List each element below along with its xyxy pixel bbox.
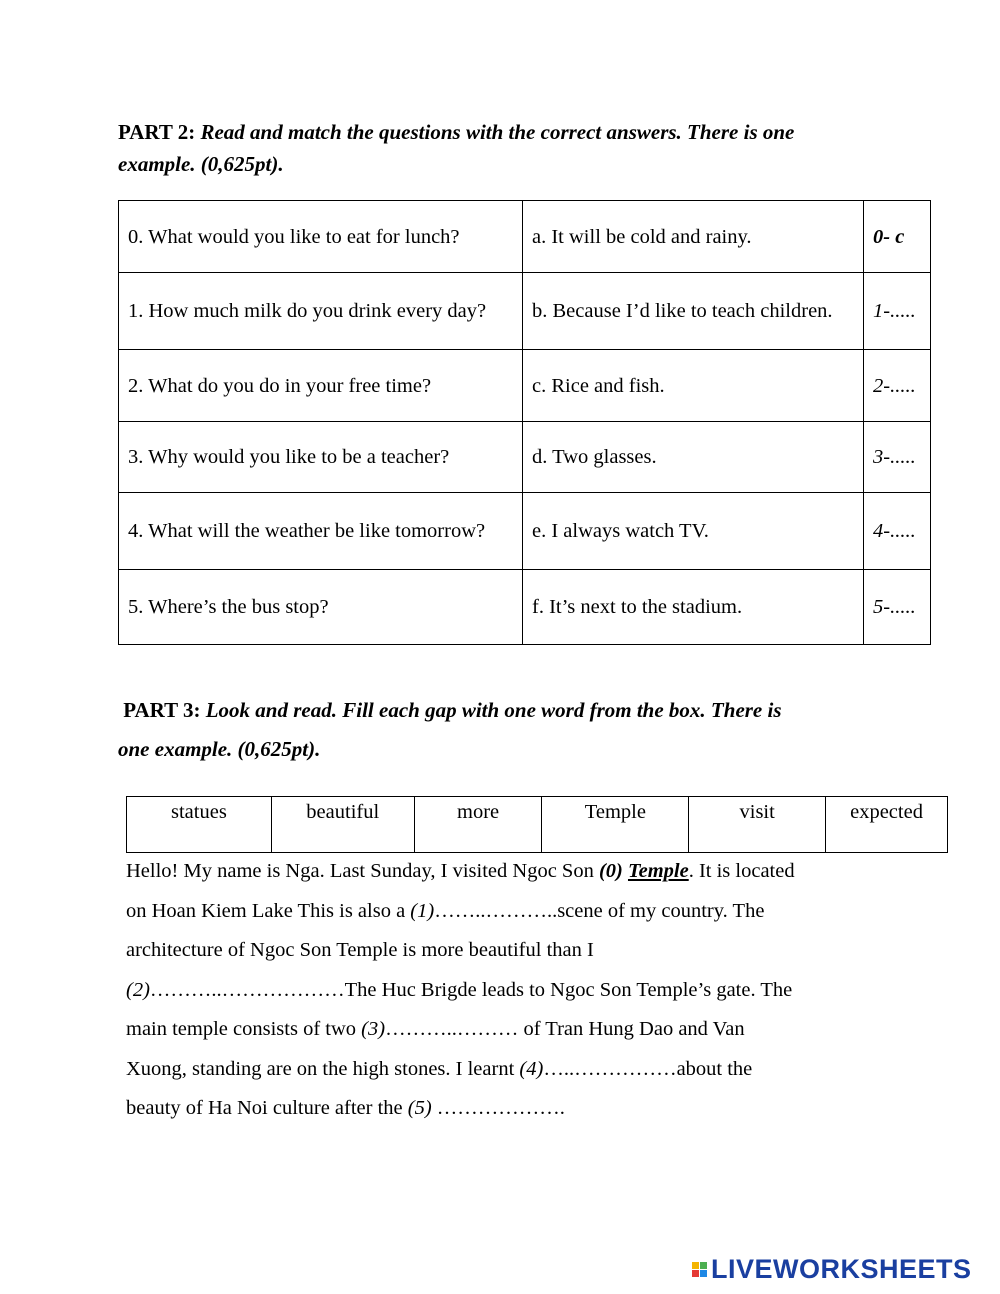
question-cell: 5. Where’s the bus stop? xyxy=(119,570,523,645)
gap-2[interactable]: ………..………………The Huc Brigde leads to Ngoc Son Temple’s gate. The xyxy=(149,978,793,1001)
answer-key-cell[interactable]: 4-..... xyxy=(864,493,931,570)
part2-label: PART 2: xyxy=(118,120,196,144)
answer-key-cell[interactable]: 2-..... xyxy=(864,350,931,422)
word-box-item: Temple xyxy=(542,797,689,853)
word-box xyxy=(126,796,948,853)
table-row xyxy=(119,350,931,422)
question-cell: 4. What will the weather be like tomorrow? xyxy=(119,493,523,570)
passage-line xyxy=(126,1093,916,1133)
part3-heading xyxy=(118,691,898,769)
answer-key-cell[interactable]: 1-..... xyxy=(864,273,931,350)
answer-cell: a. It will be cold and rainy. xyxy=(523,201,864,273)
table-row xyxy=(119,273,931,350)
gap-number: (3) xyxy=(361,1018,386,1040)
question-cell: 1. How much milk do you drink every day? xyxy=(119,273,523,350)
passage-text: architecture of Ngoc Son Temple is more beautiful than I xyxy=(126,939,594,961)
answer-key-cell: 0- c xyxy=(864,201,931,273)
word-box-item: more xyxy=(414,797,542,853)
passage-text: Hello! My name is Nga. Last Sunday, I visited Ngoc Son xyxy=(126,860,599,882)
word-box-item: visit xyxy=(689,797,826,853)
passage-line xyxy=(126,935,916,975)
gap-number: (1) xyxy=(410,899,435,922)
question-cell: 0. What would you like to eat for lunch? xyxy=(119,201,523,273)
question-cell: 2. What do you do in your free time? xyxy=(119,350,523,422)
answer-cell: b. Because I’d like to teach children. xyxy=(523,273,864,350)
gap-number: (5) xyxy=(407,1097,432,1119)
gap-number: (4) xyxy=(519,1057,544,1080)
passage-text: beauty of Ha Noi culture after the xyxy=(126,1097,408,1119)
liveworksheets-logo xyxy=(692,1254,972,1284)
passage-line xyxy=(126,975,916,1015)
passage-text: on Hoan Kiem Lake This is also a xyxy=(126,899,411,922)
passage-text: . It is located xyxy=(688,860,795,882)
answer-cell: d. Two glasses. xyxy=(523,422,864,493)
word-box-item: beautiful xyxy=(271,797,414,853)
question-cell: 3. Why would you like to be a teacher? xyxy=(119,422,523,493)
table-row xyxy=(119,201,931,273)
answer-key-cell[interactable]: 3-..... xyxy=(864,422,931,493)
part3-instruction: Look and read. Fill each gap with one word from the box. There is xyxy=(205,698,782,722)
part3-label: PART 3: xyxy=(123,698,201,722)
example-answer: Temple xyxy=(627,860,689,882)
answer-key-cell[interactable]: 5-..... xyxy=(864,570,931,645)
table-row xyxy=(119,493,931,570)
gap-5[interactable]: ………………. xyxy=(431,1097,565,1119)
passage-text: main temple consists of two xyxy=(126,1018,362,1040)
answer-cell: e. I always watch TV. xyxy=(523,493,864,570)
answer-cell: c. Rice and fish. xyxy=(523,350,864,422)
example-number: (0) xyxy=(598,860,623,882)
gap-number: (2) xyxy=(126,978,150,1001)
table-row xyxy=(119,422,931,493)
part2-instruction: Read and match the questions with the correct answers. There is one xyxy=(200,120,795,144)
gap-1[interactable]: ……..………..scene of my country. The xyxy=(434,899,765,922)
word-box-item: expected xyxy=(826,797,948,853)
passage xyxy=(126,856,916,1133)
part3-instruction-line2: one example. (0,625pt). xyxy=(118,737,321,761)
passage-line xyxy=(126,1014,916,1054)
part2-instruction-line2: example. (0,625pt). xyxy=(118,152,284,176)
logo-text: LIVEWORKSHEETS xyxy=(711,1253,972,1284)
part2-heading xyxy=(118,116,898,180)
matching-table xyxy=(118,200,931,645)
word-box-item: statues xyxy=(127,797,272,853)
passage-line xyxy=(126,856,916,896)
table-row xyxy=(119,570,931,645)
passage-text: Xuong, standing are on the high stones. I learnt xyxy=(126,1057,520,1080)
gap-3[interactable]: ………..……… of Tran Hung Dao and Van xyxy=(385,1018,745,1040)
answer-cell: f. It’s next to the stadium. xyxy=(523,570,864,645)
logo-icon xyxy=(692,1262,707,1277)
passage-line xyxy=(126,896,916,936)
gap-4[interactable]: …..……………about the xyxy=(543,1057,753,1080)
passage-line xyxy=(126,1054,916,1094)
